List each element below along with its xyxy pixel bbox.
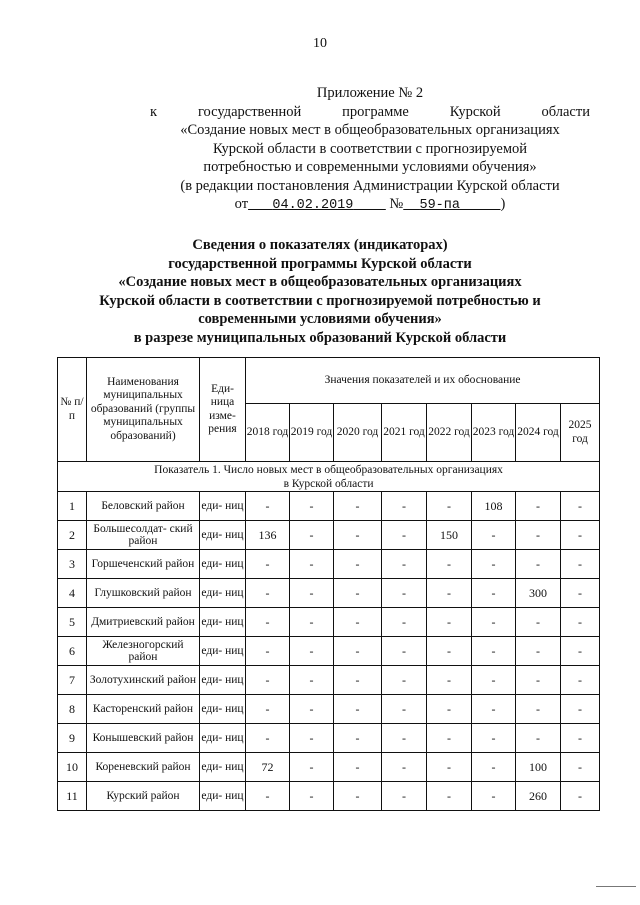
value-cell: - <box>561 579 600 608</box>
value-cell: - <box>290 666 334 695</box>
municipality-name: Большесолдат- ский район <box>87 521 200 550</box>
municipality-name: Беловский район <box>87 492 200 521</box>
section-title <box>58 462 600 492</box>
header-year: 2022 год <box>427 404 472 462</box>
value-cell: - <box>516 550 561 579</box>
value-cell: - <box>516 695 561 724</box>
header-number: № п/п <box>58 358 87 462</box>
municipality-name: Горшеченский район <box>87 550 200 579</box>
value-cell: - <box>561 550 600 579</box>
row-number: 9 <box>58 724 87 753</box>
date-prefix: от <box>234 196 249 212</box>
value-cell: 108 <box>472 492 516 521</box>
value-cell: - <box>427 637 472 666</box>
row-number: 4 <box>58 579 87 608</box>
value-cell: - <box>516 724 561 753</box>
value-cell: - <box>382 666 427 695</box>
value-cell: - <box>290 753 334 782</box>
row-number: 3 <box>58 550 87 579</box>
value-cell: - <box>290 695 334 724</box>
unit-cell: еди- ниц <box>200 579 246 608</box>
table-row <box>58 782 600 811</box>
value-cell: - <box>472 695 516 724</box>
unit-cell: еди- ниц <box>200 521 246 550</box>
value-cell: - <box>561 492 600 521</box>
value-cell: - <box>334 753 382 782</box>
value-cell: - <box>561 695 600 724</box>
number-prefix: № <box>389 196 404 212</box>
table-row <box>58 608 600 637</box>
table-row <box>58 579 600 608</box>
value-cell: - <box>382 695 427 724</box>
table-row <box>58 695 600 724</box>
value-cell: - <box>382 753 427 782</box>
value-cell: - <box>334 608 382 637</box>
value-cell: - <box>246 666 290 695</box>
unit-cell: еди- ниц <box>200 753 246 782</box>
value-cell: 150 <box>427 521 472 550</box>
appendix-program-line <box>150 103 590 122</box>
value-cell: - <box>290 724 334 753</box>
value-cell: - <box>427 724 472 753</box>
value-cell: - <box>290 550 334 579</box>
value-cell: - <box>472 608 516 637</box>
value-cell: - <box>561 637 600 666</box>
appendix-program-name-2: Курской области в соответствии с прогнозируемой <box>212 140 528 157</box>
value-cell: - <box>472 782 516 811</box>
section-title-line-1: Показатель 1. Число новых мест в общеобразовательных организациях <box>154 463 503 476</box>
value-cell: - <box>290 492 334 521</box>
municipality-name: Конышевский район <box>87 724 200 753</box>
document-title <box>40 236 600 347</box>
value-cell: - <box>334 637 382 666</box>
value-cell: - <box>561 666 600 695</box>
header-year: 2025 год <box>561 404 600 462</box>
municipality-name: Кореневский район <box>87 753 200 782</box>
value-cell: - <box>246 782 290 811</box>
appendix-word: Курской <box>449 103 501 120</box>
table-row <box>58 666 600 695</box>
value-cell: - <box>334 521 382 550</box>
date-suffix: ) <box>500 196 506 212</box>
header-year: 2018 год <box>246 404 290 462</box>
value-cell: - <box>516 521 561 550</box>
value-cell: - <box>334 782 382 811</box>
value-cell: - <box>290 608 334 637</box>
value-cell: - <box>516 666 561 695</box>
header-year: 2019 год <box>290 404 334 462</box>
value-cell: - <box>290 579 334 608</box>
row-number: 10 <box>58 753 87 782</box>
value-cell: - <box>427 666 472 695</box>
value-cell: - <box>561 521 600 550</box>
value-cell: - <box>382 492 427 521</box>
unit-cell: еди- ниц <box>200 666 246 695</box>
appendix-program-name-1: «Создание новых мест в общеобразовательных организациях <box>180 122 560 138</box>
header-year: 2020 год <box>334 404 382 462</box>
value-cell: - <box>427 753 472 782</box>
value-cell: - <box>290 782 334 811</box>
title-line-2: государственной программы Курской области <box>168 255 472 272</box>
municipality-name: Курский район <box>87 782 200 811</box>
unit-cell: еди- ниц <box>200 782 246 811</box>
value-cell: - <box>472 724 516 753</box>
value-cell: - <box>516 608 561 637</box>
value-cell: - <box>246 492 290 521</box>
value-cell: - <box>516 492 561 521</box>
unit-cell: еди- ниц <box>200 724 246 753</box>
appendix-program-name-3: потребностью и современными условиями обучения» <box>203 159 537 175</box>
value-cell: - <box>246 637 290 666</box>
table-row <box>58 521 600 550</box>
title-line-6: в разрезе муниципальных образований Курской области <box>133 329 507 346</box>
value-cell: - <box>516 637 561 666</box>
decree-date: 04.02.2019 <box>272 198 354 213</box>
value-cell: - <box>472 637 516 666</box>
decree-number: 59-па <box>419 198 460 213</box>
value-cell: - <box>427 695 472 724</box>
value-cell: - <box>246 608 290 637</box>
row-number: 11 <box>58 782 87 811</box>
unit-cell: еди- ниц <box>200 695 246 724</box>
municipality-name: Железногорский район <box>87 637 200 666</box>
header-name: Наименования муниципальных образований (группы муниципальных образований) <box>87 358 200 462</box>
value-cell: - <box>472 550 516 579</box>
unit-cell: еди- ниц <box>200 492 246 521</box>
value-cell: - <box>382 550 427 579</box>
unit-cell: еди- ниц <box>200 608 246 637</box>
value-cell: - <box>427 492 472 521</box>
municipality-name: Глушковский район <box>87 579 200 608</box>
value-cell: - <box>246 695 290 724</box>
value-cell: - <box>290 637 334 666</box>
value-cell: 100 <box>516 753 561 782</box>
section-row <box>58 462 600 492</box>
table-row <box>58 724 600 753</box>
appendix-title: Приложение № 2 <box>316 85 424 101</box>
value-cell: - <box>246 724 290 753</box>
appendix-date-line <box>150 195 590 216</box>
header-values: Значения показателей и их обоснование <box>246 358 600 404</box>
value-cell: - <box>472 666 516 695</box>
page-number: 10 <box>313 36 327 51</box>
value-cell: 300 <box>516 579 561 608</box>
value-cell: - <box>427 782 472 811</box>
row-number: 1 <box>58 492 87 521</box>
value-cell: - <box>561 724 600 753</box>
value-cell: - <box>334 695 382 724</box>
municipality-name: Дмитриевский район <box>87 608 200 637</box>
table-row <box>58 637 600 666</box>
value-cell: - <box>561 608 600 637</box>
title-line-3: «Создание новых мест в общеобразовательных организациях <box>118 274 522 290</box>
value-cell: - <box>334 492 382 521</box>
unit-cell: еди- ниц <box>200 550 246 579</box>
value-cell: - <box>427 608 472 637</box>
table-row <box>58 492 600 521</box>
header-year: 2023 год <box>472 404 516 462</box>
row-number: 2 <box>58 521 87 550</box>
value-cell: - <box>290 521 334 550</box>
value-cell: - <box>382 521 427 550</box>
header-year: 2024 год <box>516 404 561 462</box>
value-cell: - <box>382 724 427 753</box>
indicators-table <box>57 357 600 811</box>
value-cell: 260 <box>516 782 561 811</box>
value-cell: - <box>472 753 516 782</box>
page-edge-rule <box>596 886 636 887</box>
value-cell: 136 <box>246 521 290 550</box>
municipality-name: Золотухинский район <box>87 666 200 695</box>
table-row <box>58 753 600 782</box>
appendix-word: к <box>150 103 158 120</box>
value-cell: - <box>382 579 427 608</box>
value-cell: 72 <box>246 753 290 782</box>
value-cell: - <box>472 579 516 608</box>
value-cell: - <box>334 550 382 579</box>
appendix-word: государственной <box>197 103 302 120</box>
value-cell: - <box>382 608 427 637</box>
header-year: 2021 год <box>382 404 427 462</box>
value-cell: - <box>246 550 290 579</box>
value-cell: - <box>561 782 600 811</box>
title-line-5: современными условиями обучения» <box>198 311 442 327</box>
title-line-1: Сведения о показателях (индикаторах) <box>192 237 448 253</box>
value-cell: - <box>472 521 516 550</box>
value-cell: - <box>334 579 382 608</box>
row-number: 5 <box>58 608 87 637</box>
value-cell: - <box>334 666 382 695</box>
appendix-header <box>150 84 590 216</box>
value-cell: - <box>382 782 427 811</box>
appendix-edition: (в редакции постановления Администрации Курской области <box>180 177 560 194</box>
row-number: 6 <box>58 637 87 666</box>
value-cell: - <box>334 724 382 753</box>
appendix-word: области <box>541 103 590 120</box>
value-cell: - <box>561 753 600 782</box>
section-title-line-2: в Курской области <box>283 477 374 490</box>
title-line-4: Курской области в соответствии с прогнозируемой потребностью и <box>99 292 541 309</box>
row-number: 7 <box>58 666 87 695</box>
appendix-word: программе <box>342 103 409 120</box>
value-cell: - <box>427 579 472 608</box>
value-cell: - <box>246 579 290 608</box>
value-cell: - <box>382 637 427 666</box>
value-cell: - <box>427 550 472 579</box>
header-unit: Еди- ница изме- рения <box>200 358 246 462</box>
unit-cell: еди- ниц <box>200 637 246 666</box>
table-row <box>58 550 600 579</box>
row-number: 8 <box>58 695 87 724</box>
municipality-name: Касторенский район <box>87 695 200 724</box>
